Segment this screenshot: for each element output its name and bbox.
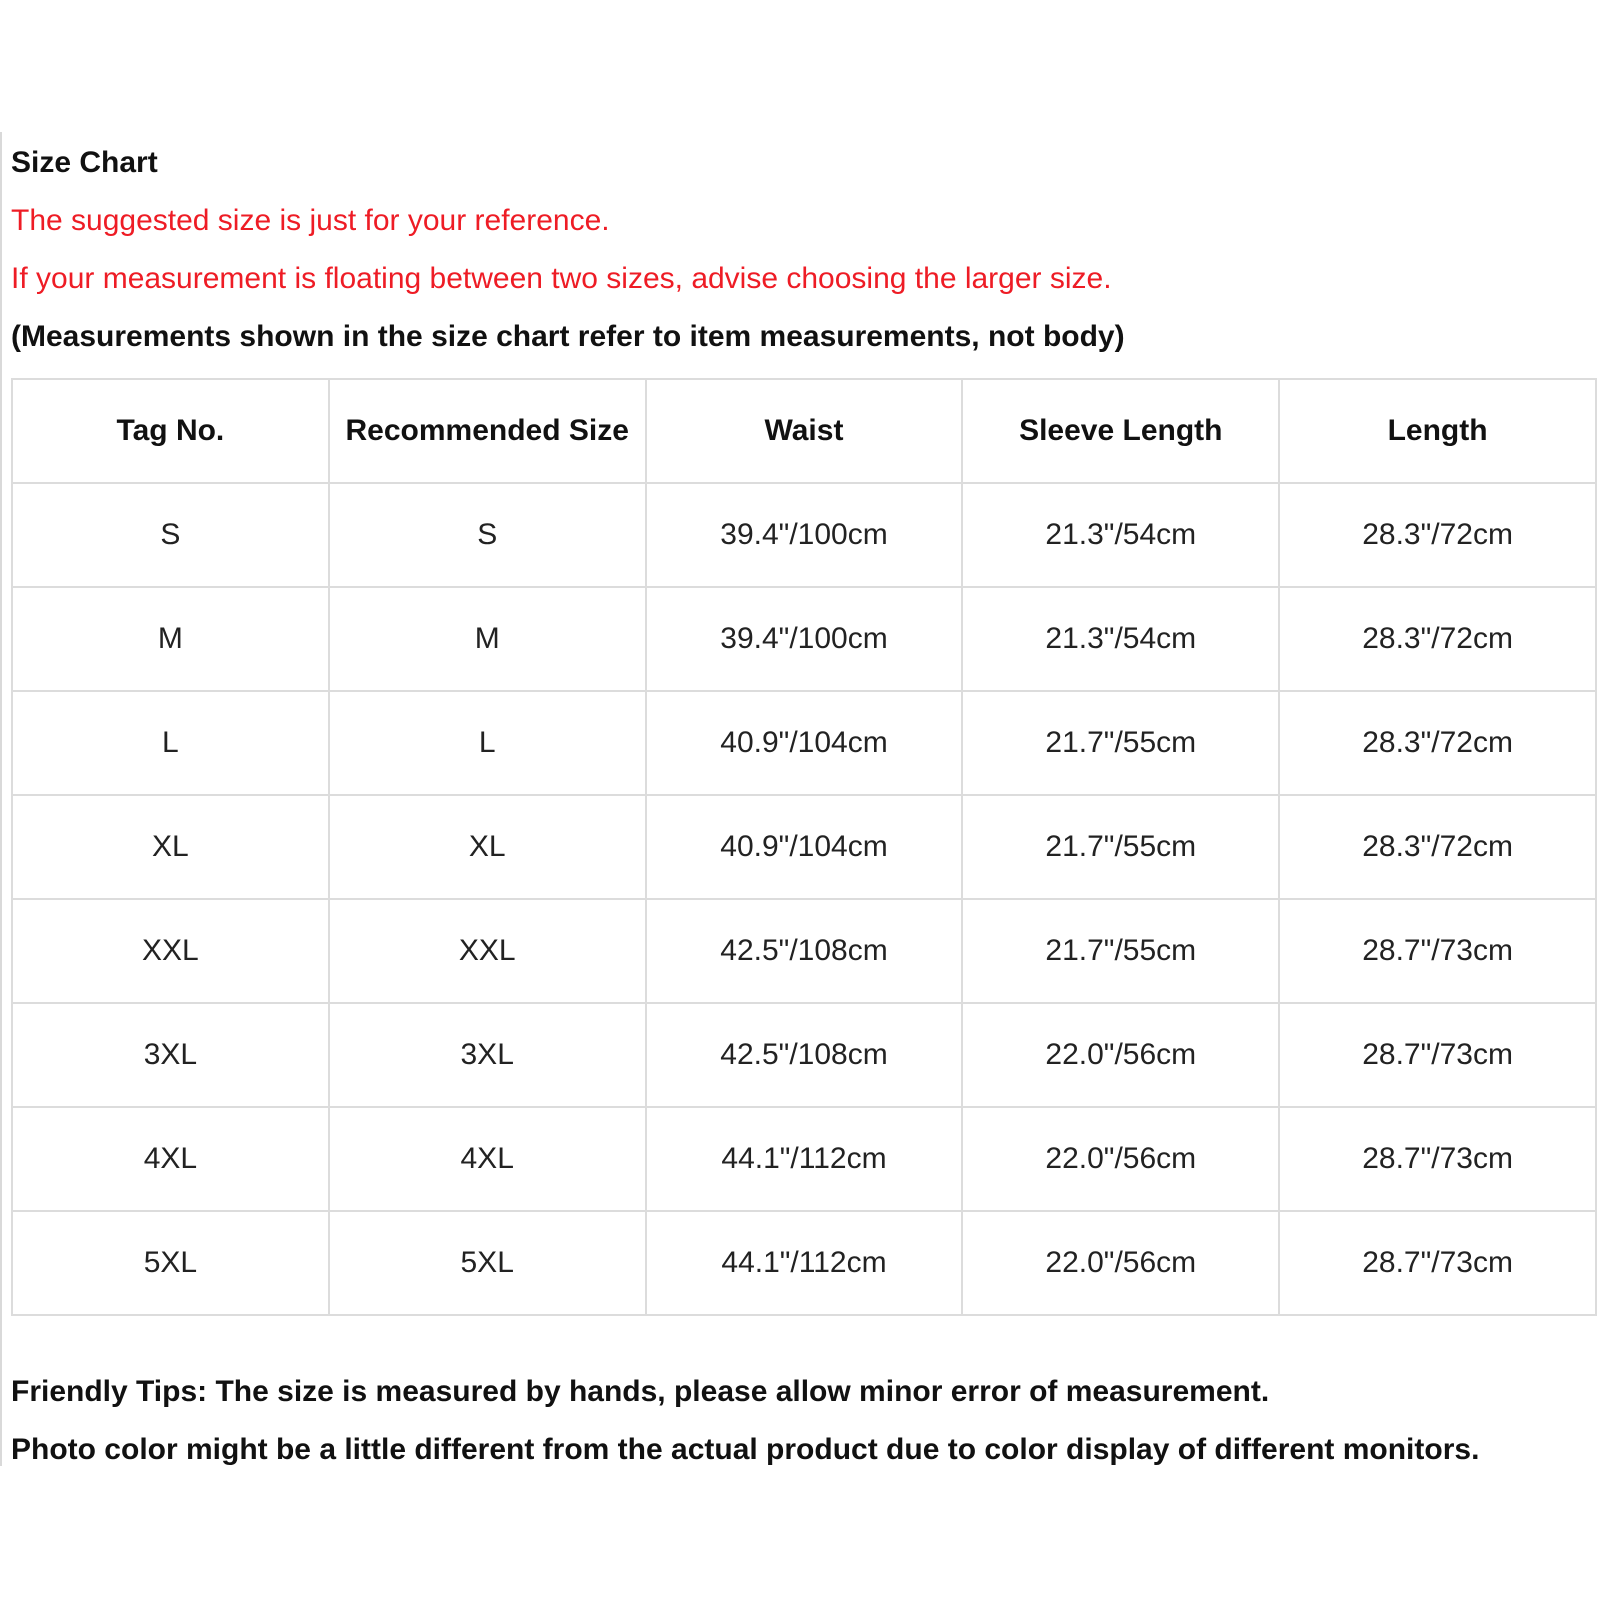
cell-waist: 40.9"/104cm	[646, 691, 963, 795]
cell-sleeve-length: 21.3"/54cm	[962, 483, 1279, 587]
table-row	[12, 691, 1596, 795]
cell-length: 28.7"/73cm	[1279, 1211, 1596, 1315]
header-waist: Waist	[646, 379, 963, 483]
measurement-note: (Measurements shown in the size chart refer to item measurements, not body)	[11, 320, 1125, 353]
friendly-tips	[11, 1372, 1591, 1488]
cell-recommended-size: 5XL	[329, 1211, 646, 1315]
cell-recommended-size: 3XL	[329, 1003, 646, 1107]
cell-tag-no: M	[12, 587, 329, 691]
cell-recommended-size: M	[329, 587, 646, 691]
cell-recommended-size: S	[329, 483, 646, 587]
cell-waist: 44.1"/112cm	[646, 1107, 963, 1211]
cell-tag-no: 5XL	[12, 1211, 329, 1315]
cell-length: 28.3"/72cm	[1279, 795, 1596, 899]
cell-sleeve-length: 22.0"/56cm	[962, 1211, 1279, 1315]
cell-tag-no: 3XL	[12, 1003, 329, 1107]
left-border-rule	[0, 132, 2, 1466]
cell-sleeve-length: 21.3"/54cm	[962, 587, 1279, 691]
table-row	[12, 587, 1596, 691]
table-row	[12, 795, 1596, 899]
cell-waist: 39.4"/100cm	[646, 587, 963, 691]
table-header-row	[12, 379, 1596, 483]
larger-size-advice: If your measurement is floating between two sizes, advise choosing the larger size.	[11, 262, 1112, 295]
cell-recommended-size: L	[329, 691, 646, 795]
header-recommended-size: Recommended Size	[329, 379, 646, 483]
cell-tag-no: S	[12, 483, 329, 587]
table-row	[12, 1107, 1596, 1211]
cell-recommended-size: XL	[329, 795, 646, 899]
cell-recommended-size: 4XL	[329, 1107, 646, 1211]
cell-sleeve-length: 22.0"/56cm	[962, 1003, 1279, 1107]
size-chart-table	[11, 378, 1597, 1316]
header-tag-no: Tag No.	[12, 379, 329, 483]
size-chart-header	[11, 143, 1581, 375]
cell-tag-no: L	[12, 691, 329, 795]
table-row	[12, 1003, 1596, 1107]
cell-recommended-size: XXL	[329, 899, 646, 1003]
photo-color-tip: Photo color might be a little different from the actual product due to color display of different monitors.	[11, 1433, 1480, 1466]
cell-length: 28.7"/73cm	[1279, 1107, 1596, 1211]
cell-length: 28.7"/73cm	[1279, 899, 1596, 1003]
cell-waist: 44.1"/112cm	[646, 1211, 963, 1315]
cell-length: 28.3"/72cm	[1279, 587, 1596, 691]
cell-length: 28.7"/73cm	[1279, 1003, 1596, 1107]
cell-tag-no: XXL	[12, 899, 329, 1003]
header-sleeve-length: Sleeve Length	[962, 379, 1279, 483]
header-length: Length	[1279, 379, 1596, 483]
cell-waist: 39.4"/100cm	[646, 483, 963, 587]
cell-sleeve-length: 21.7"/55cm	[962, 899, 1279, 1003]
cell-tag-no: XL	[12, 795, 329, 899]
reference-note: The suggested size is just for your reference.	[11, 204, 610, 237]
cell-length: 28.3"/72cm	[1279, 691, 1596, 795]
table-row	[12, 899, 1596, 1003]
measurement-tip: Friendly Tips: The size is measured by hands, please allow minor error of measurement.	[11, 1375, 1270, 1408]
cell-tag-no: 4XL	[12, 1107, 329, 1211]
cell-waist: 42.5"/108cm	[646, 899, 963, 1003]
table-row	[12, 483, 1596, 587]
cell-sleeve-length: 22.0"/56cm	[962, 1107, 1279, 1211]
cell-sleeve-length: 21.7"/55cm	[962, 691, 1279, 795]
cell-length: 28.3"/72cm	[1279, 483, 1596, 587]
cell-waist: 42.5"/108cm	[646, 1003, 963, 1107]
cell-waist: 40.9"/104cm	[646, 795, 963, 899]
cell-sleeve-length: 21.7"/55cm	[962, 795, 1279, 899]
page-title: Size Chart	[11, 146, 158, 179]
table-row	[12, 1211, 1596, 1315]
